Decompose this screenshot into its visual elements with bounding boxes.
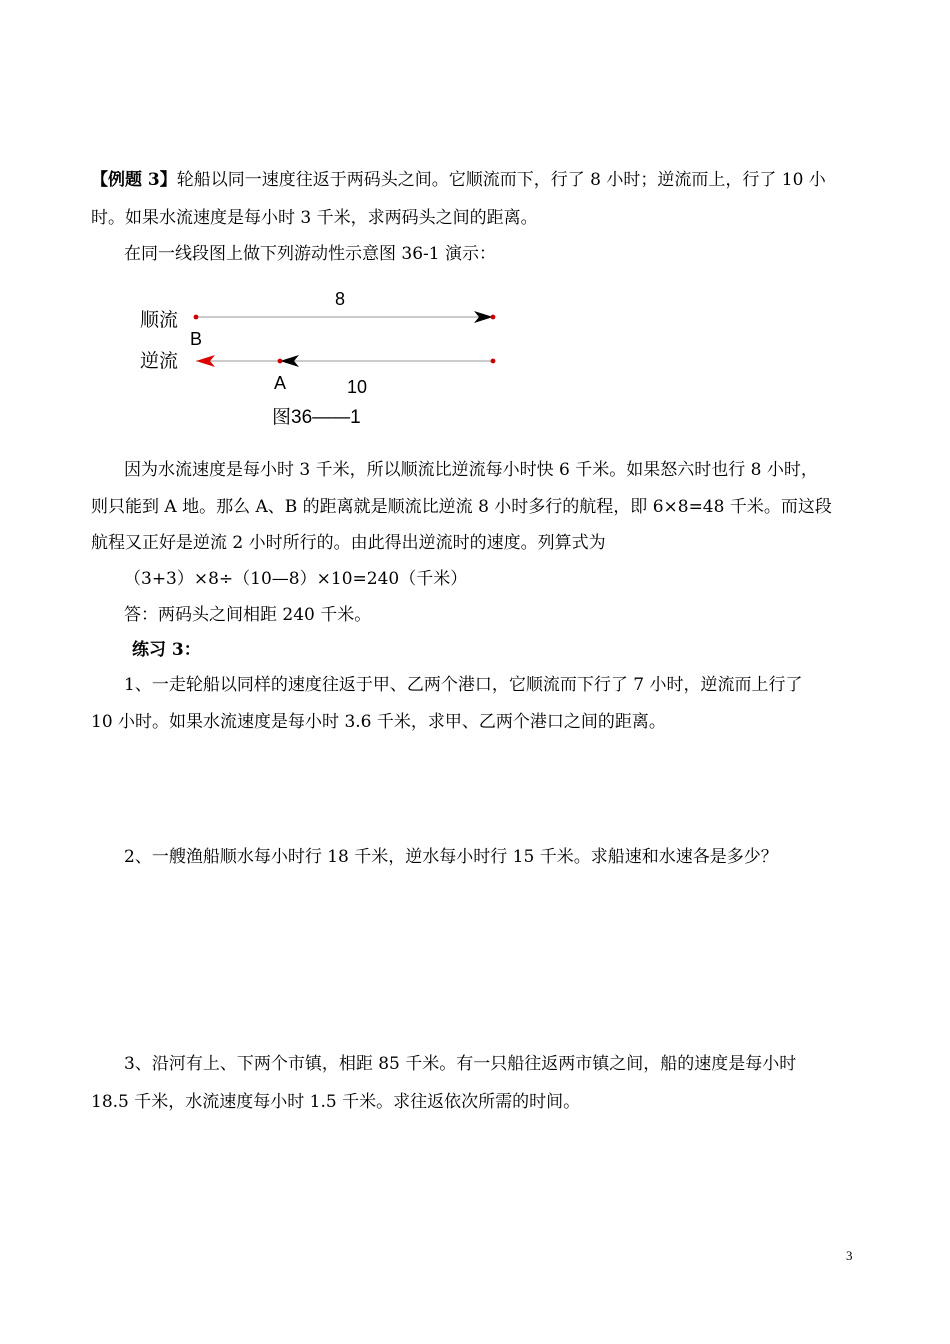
example-text-1: 轮船以同一速度往返于两码头之间。它顺流而下，行了 8 小时；逆流而上，行了 10 小 xyxy=(176,170,826,190)
page-number: 3 xyxy=(846,1248,853,1263)
example-line-2: 时。如果水流速度是每小时 3 千米，求两码头之间的距离。 xyxy=(91,208,538,228)
figure-36-1 xyxy=(130,282,530,432)
question-1-line-2: 10 小时。如果水流速度是每小时 3.6 千米，求甲、乙两个港口之间的距离。 xyxy=(91,712,666,732)
downstream-end-dot xyxy=(491,315,496,320)
figure-caption: 图36——1 xyxy=(272,407,361,428)
question-2: 2、一艘渔船顺水每小时行 18 千米，逆水每小时行 15 千米。求船速和水速各是多少？ xyxy=(124,847,778,867)
formula: （3+3）×8÷（10—8）×10=240（千米） xyxy=(124,569,468,589)
explanation-line-2: 则只能到 A 地。那么 A、B 的距离就是顺流比逆流 8 小时多行的航程，即 6×8=48 千米。而这段 xyxy=(91,497,832,517)
bottom-label: 10 xyxy=(346,377,368,397)
point-a-label: A xyxy=(274,373,287,393)
row1-label: 顺流 xyxy=(140,310,179,331)
row2-label: 逆流 xyxy=(140,351,179,372)
question-3-line-1: 3、沿河有上、下两个市镇，相距 85 千米。有一只船往返两市镇之间，船的速度是每小时 xyxy=(124,1054,797,1074)
answer: 答：两码头之间相距 240 千米。 xyxy=(124,605,372,625)
example-line-1 xyxy=(91,169,826,191)
figure-intro: 在同一线段图上做下列游动性示意图 36-1 演示： xyxy=(124,244,496,264)
top-label: 8 xyxy=(334,289,346,309)
practice-title: 练习 3： xyxy=(132,640,201,660)
point-a-dot xyxy=(278,359,283,364)
downstream-start-dot xyxy=(194,315,199,320)
example-tag: 【例题 3】 xyxy=(91,170,177,190)
question-1-line-1: 1、一走轮船以同样的速度往返于甲、乙两个港口，它顺流而下行了 7 小时，逆流而上行了 xyxy=(124,675,803,695)
explanation-line-3: 航程又正好是逆流 2 小时所行的。由此得出逆流时的速度。列算式为 xyxy=(91,533,606,553)
explanation-line-1: 因为水流速度是每小时 3 千米，所以顺流比逆流每小时快 6 千米。如果怒六时也行 8 小时， xyxy=(124,460,818,480)
point-b-label: B xyxy=(190,329,203,349)
upstream-start-dot xyxy=(491,359,496,364)
question-3-line-2: 18.5 千米，水流速度每小时 1.5 千米。求往返依次所需的时间。 xyxy=(91,1092,581,1112)
